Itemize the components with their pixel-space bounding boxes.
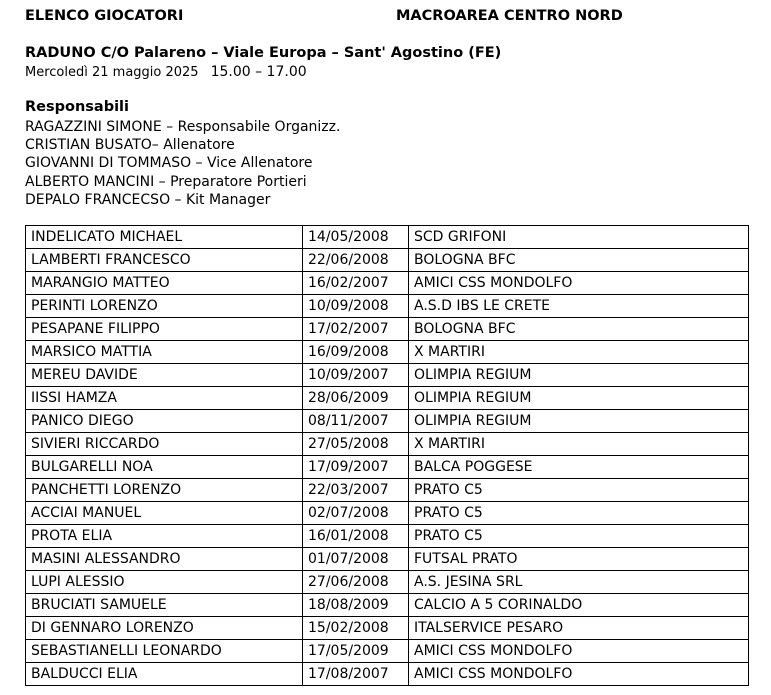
club-cell: AMICI CSS MONDOLFO [409,272,749,295]
table-row [26,502,749,525]
staff-list [25,118,340,209]
staff-heading: Responsabili [25,99,129,115]
club-cell: FUTSAL PRATO [409,548,749,571]
club-cell: AMICI CSS MONDOLFO [409,640,749,663]
birth-date-cell: 28/06/2009 [303,387,409,410]
staff-member: RAGAZZINI SIMONE – Responsabile Organizz. [25,119,341,135]
staff-member: CRISTIAN BUSATO– Allenatore [25,137,235,154]
player-name-cell: LUPI ALESSIO [26,571,303,594]
club-cell: ITALSERVICE PESARO [409,617,749,640]
birth-date-cell: 27/05/2008 [303,433,409,456]
table-row [26,663,749,686]
table-row [26,318,749,341]
birth-date-cell: 01/07/2008 [303,548,409,571]
player-name-cell: IISSI HAMZA [26,387,303,410]
player-name-cell: BRUCIATI SAMUELE [26,594,303,617]
player-name-cell: BULGARELLI NOA [26,456,303,479]
list-title: ELENCO GIOCATORI [25,8,184,24]
document-header [25,8,755,26]
club-cell: OLIMPIA REGIUM [409,364,749,387]
birth-date-cell: 18/08/2009 [303,594,409,617]
table-row [26,617,749,640]
player-name-cell: LAMBERTI FRANCESCO [26,249,303,272]
club-cell: BOLOGNA BFC [409,318,749,341]
player-name-cell: ACCIAI MANUEL [26,502,303,525]
table-row [26,341,749,364]
club-cell: A.S. JESINA SRL [409,571,749,594]
birth-date-cell: 17/02/2007 [303,318,409,341]
player-name-cell: MEREU DAVIDE [26,364,303,387]
club-cell: OLIMPIA REGIUM [409,387,749,410]
players-table [25,225,749,686]
table-row [26,479,749,502]
birth-date-cell: 16/02/2007 [303,272,409,295]
table-row [26,456,749,479]
macroarea-title: MACROAREA CENTRO NORD [396,8,623,24]
birth-date-cell: 22/03/2007 [303,479,409,502]
birth-date-cell: 17/08/2007 [303,663,409,686]
event-time: 15.00 – 17.00 [210,64,307,80]
birth-date-cell: 17/05/2009 [303,640,409,663]
table-row [26,272,749,295]
club-cell: BALCA POGGESE [409,456,749,479]
table-row [26,525,749,548]
table-row [26,433,749,456]
table-row [26,571,749,594]
staff-member: ALBERTO MANCINI – Preparatore Portieri [25,173,307,190]
staff-member: DEPALO FRANCECSO – Kit Manager [25,191,271,208]
birth-date-cell: 10/09/2007 [303,364,409,387]
table-row [26,410,749,433]
event-date: Mercoledì 21 maggio 2025 [25,65,199,80]
birth-date-cell: 14/05/2008 [303,226,409,249]
player-name-cell: PROTA ELIA [26,525,303,548]
staff-member: GIOVANNI DI TOMMASO – Vice Allenatore [25,155,313,172]
club-cell: BOLOGNA BFC [409,249,749,272]
birth-date-cell: 15/02/2008 [303,617,409,640]
table-row [26,387,749,410]
birth-date-cell: 27/06/2008 [303,571,409,594]
table-row [26,548,749,571]
player-name-cell: PANCHETTI LORENZO [26,479,303,502]
club-cell: X MARTIRI [409,433,749,456]
player-name-cell: SIVIERI RICCARDO [26,433,303,456]
player-name-cell: BALDUCCI ELIA [26,663,303,686]
club-cell: CALCIO A 5 CORINALDO [409,594,749,617]
table-row [26,594,749,617]
club-cell: PRATO C5 [409,525,749,548]
table-row [26,249,749,272]
birth-date-cell: 22/06/2008 [303,249,409,272]
player-name-cell: PERINTI LORENZO [26,295,303,318]
club-cell: PRATO C5 [409,502,749,525]
event-datetime [25,64,307,80]
player-name-cell: MARANGIO MATTEO [26,272,303,295]
club-cell: OLIMPIA REGIUM [409,410,749,433]
event-title: RADUNO C/O Palareno – Viale Europa – Sant' Agostino (FE) [25,45,502,61]
table-row [26,640,749,663]
player-name-cell: DI GENNARO LORENZO [26,617,303,640]
player-name-cell: INDELICATO MICHAEL [26,226,303,249]
player-name-cell: PANICO DIEGO [26,410,303,433]
club-cell: X MARTIRI [409,341,749,364]
player-name-cell: MARSICO MATTIA [26,341,303,364]
birth-date-cell: 17/09/2007 [303,456,409,479]
club-cell: AMICI CSS MONDOLFO [409,663,749,686]
players-table-body [26,226,749,686]
club-cell: SCD GRIFONI [409,226,749,249]
birth-date-cell: 16/09/2008 [303,341,409,364]
birth-date-cell: 10/09/2008 [303,295,409,318]
club-cell: PRATO C5 [409,479,749,502]
table-row [26,364,749,387]
table-row [26,295,749,318]
table-row [26,226,749,249]
player-name-cell: MASINI ALESSANDRO [26,548,303,571]
club-cell: A.S.D IBS LE CRETE [409,295,749,318]
birth-date-cell: 08/11/2007 [303,410,409,433]
birth-date-cell: 16/01/2008 [303,525,409,548]
player-name-cell: SEBASTIANELLI LEONARDO [26,640,303,663]
player-name-cell: PESAPANE FILIPPO [26,318,303,341]
birth-date-cell: 02/07/2008 [303,502,409,525]
